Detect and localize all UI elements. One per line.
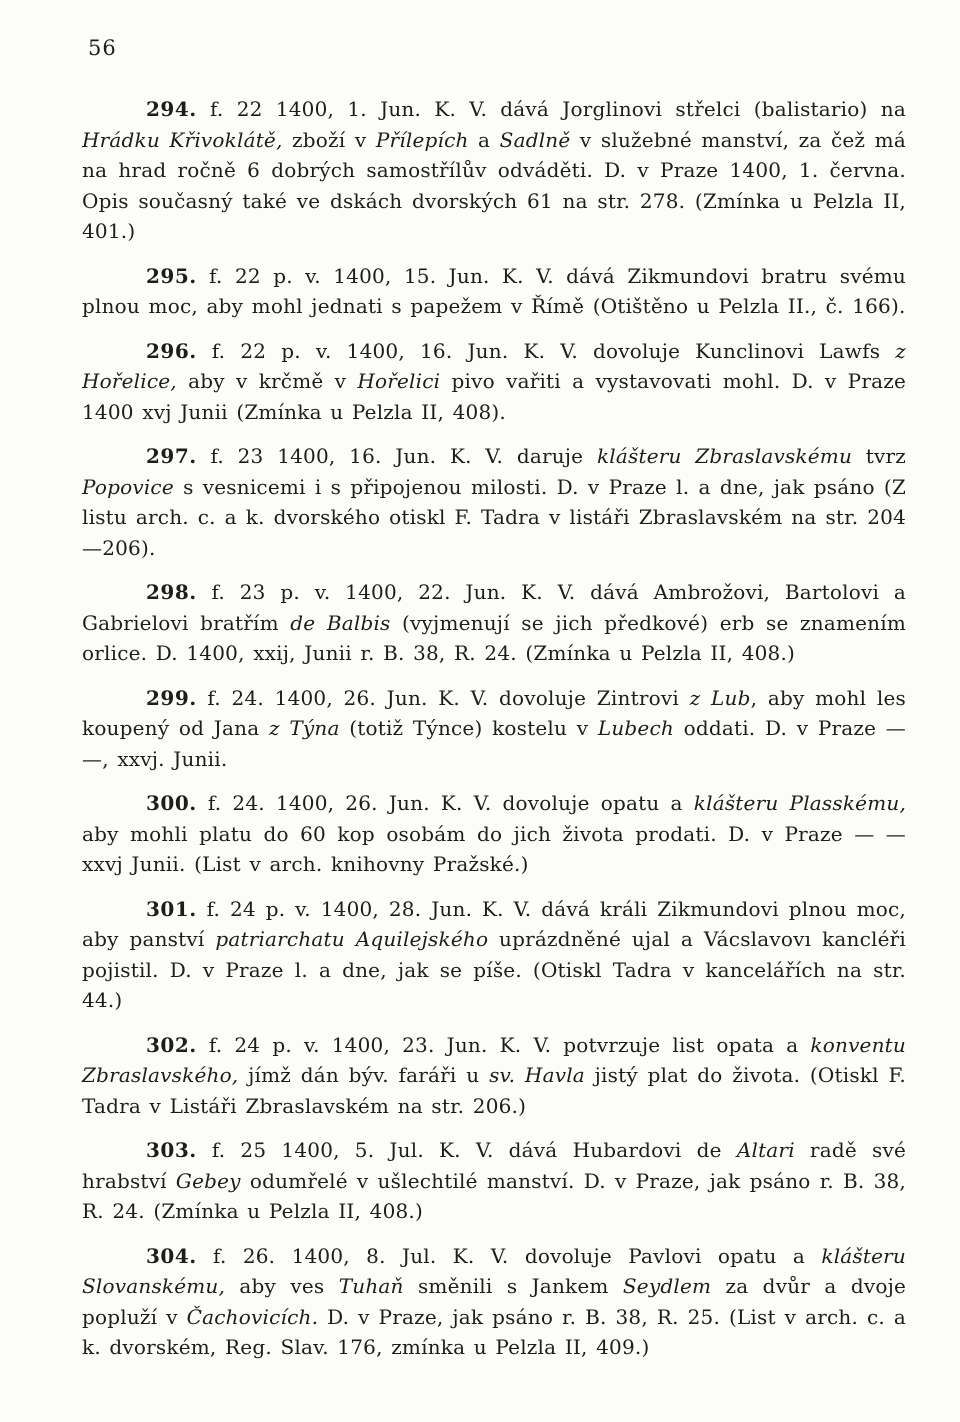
entry-number: 298. xyxy=(146,580,197,604)
text-run: směnili s Jankem xyxy=(403,1274,623,1298)
italic-run: Čachovicích. xyxy=(186,1304,319,1329)
entry-number: 304. xyxy=(146,1243,197,1268)
italic-run: Přílepích xyxy=(375,127,469,152)
entry-number: 300. xyxy=(146,791,197,815)
entry-number: 295. xyxy=(146,263,197,288)
entry-298 xyxy=(82,577,906,669)
text-run: f. 22 p. v. 1400, 16. Jun. K. V. dovoluje Kunclinovi Lawfs xyxy=(196,338,896,363)
text-run: f. 22 p. v. 1400, 15. Jun. K. V. dává Zikmundovi bratru svému plnou moc, aby mohl jednati s papežem v Římě (Otištěno u Pelzla II., č. 166). xyxy=(82,263,906,318)
italic-run: de Balbis xyxy=(290,610,391,635)
text-run: aby ves xyxy=(225,1274,339,1298)
text-run: , aby mohl les koupený od Jana xyxy=(82,685,906,740)
entry-303 xyxy=(82,1135,906,1227)
text-run: (totiž Týnce) kostelu v xyxy=(339,716,598,740)
text-run: f. 26. 1400, 8. Jul. K. V. dovoluje Pavlovi opatu a xyxy=(196,1243,822,1268)
italic-run: Altari xyxy=(736,1138,795,1162)
italic-run: z Týna xyxy=(268,716,340,740)
italic-run: Hořelici xyxy=(357,369,441,393)
entry-294 xyxy=(82,94,906,247)
italic-run: z Hořelice, xyxy=(82,338,906,393)
text-run: f. 24. 1400, 26. Jun. K. V. dovoluje Zintrovi xyxy=(196,685,690,710)
text-run: f. 24 p. v. 1400, 28. Jun. K. V. dává králi Zikmundovi plnou moc, aby panství xyxy=(82,896,906,951)
italic-run: klášteru Plasskému, xyxy=(693,791,906,815)
entry-296 xyxy=(82,336,906,428)
italic-run: Seydlem xyxy=(622,1274,712,1298)
italic-run: Lubech xyxy=(597,716,674,740)
page-number: 56 xyxy=(88,36,117,60)
entry-number: 297. xyxy=(146,444,197,468)
entry-300 xyxy=(82,788,906,880)
italic-run: z Lub xyxy=(689,685,751,710)
text-run: pivo vařiti a vystavovati mohl. D. v Praze 1400 xvj Junii (Zmínka u Pelzla II, 408). xyxy=(82,369,906,424)
italic-run: Popovice xyxy=(82,474,174,499)
text-run: odumřelé v ušlechtilé manství. D. v Praze, jak psáno r. B. 38, R. 24. (Zmínka u Pelzla II, 408.) xyxy=(82,1168,906,1223)
entry-295 xyxy=(82,261,906,322)
text-run: f. 24 p. v. 1400, 23. Jun. K. V. potvrzuje list opata a xyxy=(196,1032,811,1057)
text-run: v služebné manství, za čež má na hrad ročně 6 dobrých samostřílův odváděti. D. v Praze 1400, 1. června. Opis současný také ve dskách dvorských 61 na str. 278. (Zmínka u Pelzla II, 401.) xyxy=(82,127,906,243)
text-run: f. 24. 1400, 26. Jun. K. V. dovoluje opatu a xyxy=(196,791,694,815)
text-run: f. 23 1400, 16. Jun. K. V. daruje xyxy=(196,444,597,468)
italic-run: Sadlně xyxy=(499,127,571,152)
text-run: aby mohli platu do 60 kop osobám do jich života prodati. D. v Praze — — xxvj Junii. (List v arch. knihovny Pražské.) xyxy=(82,821,906,876)
text-run: a xyxy=(468,127,500,152)
entry-number: 301. xyxy=(146,896,197,921)
entry-number: 296. xyxy=(146,338,197,363)
entry-number: 294. xyxy=(146,97,197,121)
text-run: f. 22 1400, 1. Jun. K. V. dává Jorglinovi střelci (balistario) na xyxy=(196,97,906,121)
entry-297 xyxy=(82,441,906,563)
text-run: f. 25 1400, 5. Jul. K. V. dává Hubardovi de xyxy=(196,1138,737,1162)
text-run: D. v Praze, jak psáno r. B. 38, R. 25. (List v arch. c. a k. dvorském, Reg. Slav. 176, zmínka u Pelzla II, 409.) xyxy=(82,1304,907,1359)
text-run: jímž dán býv. faráři u xyxy=(238,1063,490,1087)
italic-run: sv. Havla xyxy=(489,1063,585,1087)
italic-run: patriarchatu Aquilejského xyxy=(215,927,489,951)
text-run: tvrz xyxy=(852,444,906,468)
text-run: za dvůr a dvoje popluží v xyxy=(82,1274,907,1329)
text-run: aby v krčmě v xyxy=(176,369,358,393)
text-run: s vesnicemi i s připojenou milosti. D. v Praze l. a dne, jak psáno (Z listu arch. c. a k. dvorského otiskl F. Tadra v listáři Zbraslavském na str. 204—206). xyxy=(82,474,906,560)
text-run: (vyjmenují se jich předkové) erb se znamením orlice. D. 1400, xxij, Junii r. B. 38, R. 24. (Zmínka u Pelzla II, 408.) xyxy=(82,610,907,665)
italic-run: klášteru Slovanskému, xyxy=(82,1243,906,1298)
entry-301 xyxy=(82,894,906,1016)
entry-299 xyxy=(82,683,906,775)
italic-run: konventu Zbraslavského, xyxy=(82,1032,906,1087)
italic-run: Gebey xyxy=(175,1168,241,1193)
text-run: zboží v xyxy=(282,127,376,152)
text-run: uprázdněné ujal a Vácslavovı kancléři pojistil. D. v Praze l. a dne, jak se píše. (Otiskl Tadra v kancelářích na str. 44.) xyxy=(82,927,906,1012)
text-run: f. 23 p. v. 1400, 22. Jun. K. V. dává Ambrožovi, Bartolovi a Gabrielovi bratřím xyxy=(82,580,906,635)
text-run: radě své hrabství xyxy=(82,1138,906,1193)
entry-number: 302. xyxy=(146,1032,197,1057)
entry-302 xyxy=(82,1030,906,1122)
italic-run: Tuhaň xyxy=(338,1274,404,1298)
entry-304 xyxy=(82,1241,906,1363)
italic-run: klášteru Zbraslavskému xyxy=(596,444,853,468)
italic-run: Hrádku Křivoklátě, xyxy=(82,127,283,152)
entry-number: 299. xyxy=(146,685,197,710)
entry-number: 303. xyxy=(146,1138,197,1162)
text-run: jistý plat do života. (Otiskl F. Tadra v Listáři Zbraslavském na str. 206.) xyxy=(82,1063,906,1118)
text-run: oddati. D. v Praze — —, xxvj. Junii. xyxy=(82,716,906,771)
